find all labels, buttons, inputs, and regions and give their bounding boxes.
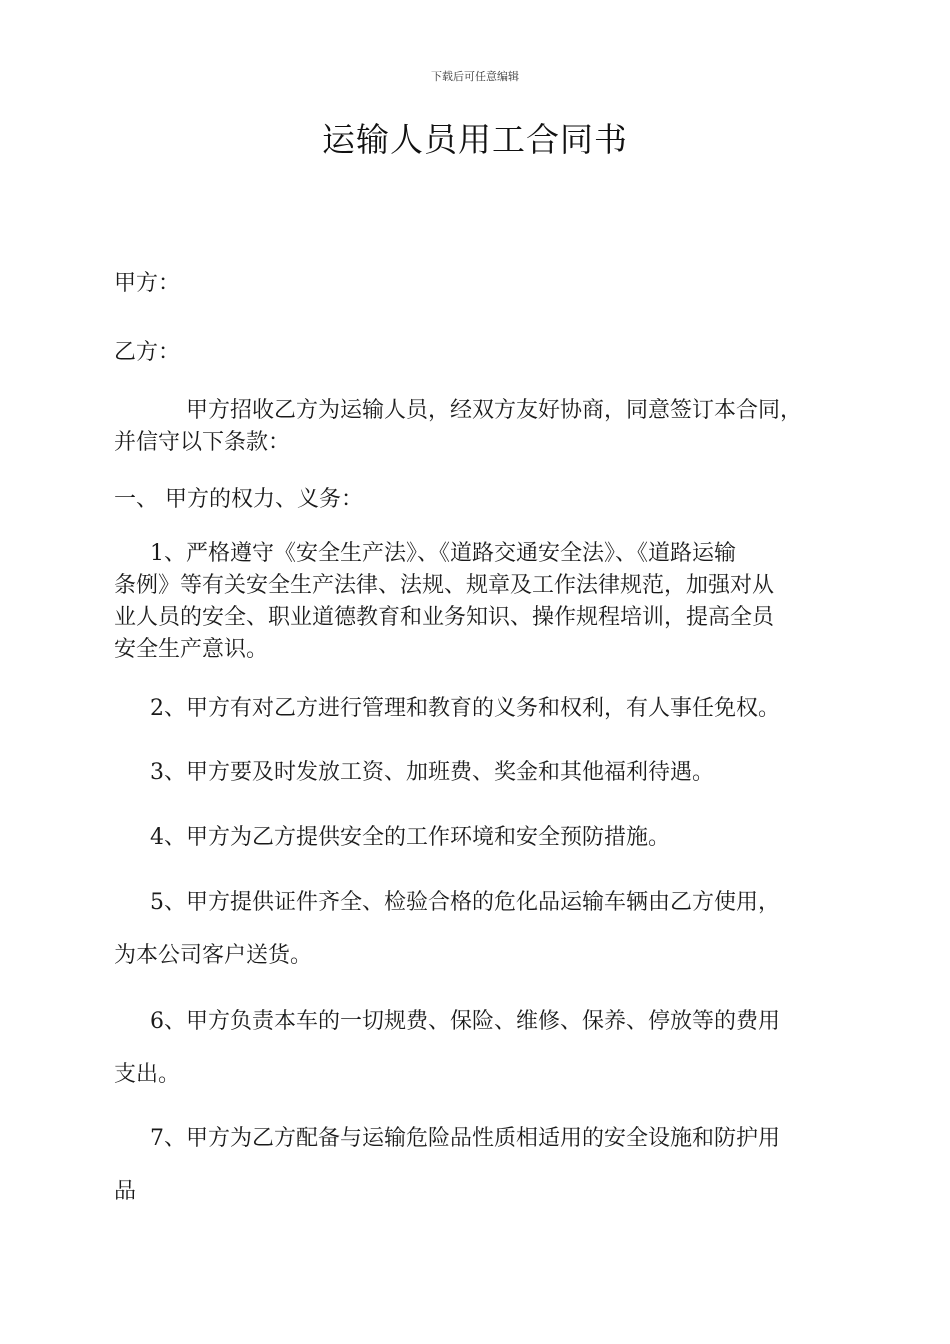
clause-1-line-4: 安全生产意识。 bbox=[114, 637, 269, 662]
clause-6-line-1: 6、甲方负责本车的一切规费、保险、维修、保养、停放等的费用 bbox=[150, 1009, 780, 1034]
intro-line-2: 并信守以下条款： bbox=[114, 430, 291, 455]
clause-7-line-2: 品 bbox=[114, 1179, 137, 1204]
document-title: 运输人员用工合同书 bbox=[322, 120, 628, 159]
clause-3: 3、甲方要及时发放工资、加班费、奖金和其他福利待遇。 bbox=[150, 760, 714, 785]
clause-1-line-2: 条例》等有关安全生产法律、法规、规章及工作法律规范，加强对从 bbox=[114, 573, 775, 598]
clause-5-line-1: 5、甲方提供证件齐全、检验合格的危化品运输车辆由乙方使用， bbox=[150, 890, 780, 915]
party-b-label: 乙方： bbox=[114, 340, 181, 365]
clause-5-line-2: 为本公司客户送货。 bbox=[114, 943, 313, 968]
clause-6-line-2: 支出。 bbox=[114, 1062, 181, 1087]
party-a-label: 甲方： bbox=[114, 271, 181, 296]
intro-line-1: 甲方招收乙方为运输人员，经双方友好协商，同意签订本合同， bbox=[186, 398, 803, 423]
clause-1-line-3: 业人员的安全、职业道德教育和业务知识、操作规程培训，提高全员 bbox=[114, 605, 775, 630]
clause-1-line-1: 1、严格遵守《安全生产法》、《道路交通安全法》、《道路运输 bbox=[150, 541, 736, 566]
clause-4: 4、甲方为乙方提供安全的工作环境和安全预防措施。 bbox=[150, 825, 670, 850]
clause-2: 2、甲方有对乙方进行管理和教育的义务和权利，有人事任免权。 bbox=[150, 696, 780, 721]
clause-7-line-1: 7、甲方为乙方配备与运输危险品性质相适用的安全设施和防护用 bbox=[150, 1126, 780, 1151]
section-1-heading: 一、 甲方的权力、义务： bbox=[114, 487, 363, 512]
header-note: 下载后可任意编辑 bbox=[431, 70, 519, 83]
